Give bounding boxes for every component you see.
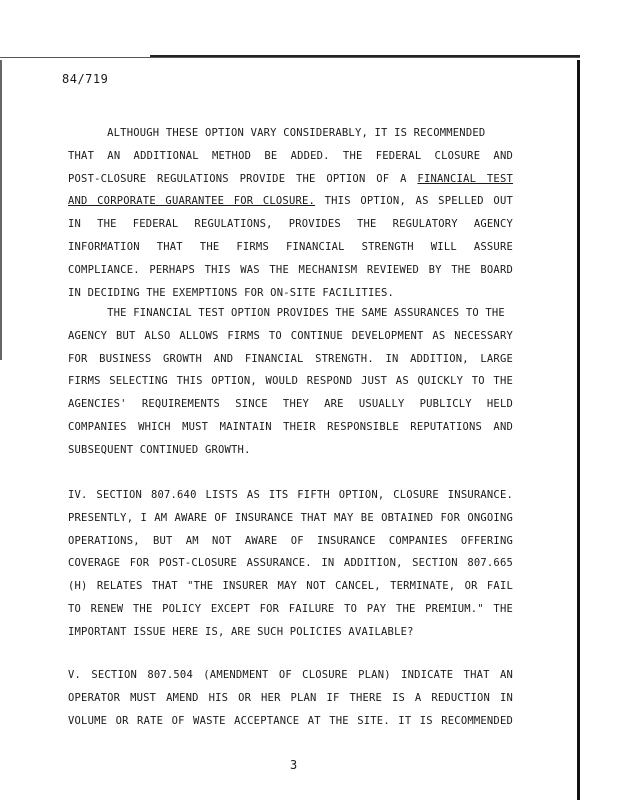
paragraph-line <box>68 190 513 213</box>
paragraph-line: COVERAGE FOR POST-CLOSURE ASSURANCE. IN ADDITION, SECTION 807.665 <box>68 557 513 570</box>
paragraph-line: IN THE FEDERAL REGULATIONS, PROVIDES THE REGULATORY AGENCY <box>68 218 513 231</box>
paragraph-line: ALTHOUGH THESE OPTION VARY CONSIDERABLY, IT IS RECOMMENDED <box>68 127 486 139</box>
paragraph-line: IV. SECTION 807.640 LISTS AS ITS FIFTH OPTION, CLOSURE INSURANCE. <box>68 489 513 501</box>
document-reference: 84/719 <box>62 72 109 86</box>
page-number: 3 <box>290 758 298 772</box>
paragraph-line: AGENCIES' REQUIREMENTS SINCE THEY ARE USUALLY PUBLICLY HELD <box>68 398 513 411</box>
paragraph-line: V. SECTION 807.504 (AMENDMENT OF CLOSURE PLAN) INDICATE THAT AN <box>68 669 513 681</box>
paragraph-line: COMPANIES WHICH MUST MAINTAIN THEIR RESPONSIBLE REPUTATIONS AND <box>68 420 513 433</box>
paragraph-line: INFORMATION THAT THE FIRMS FINANCIAL STRENGTH WILL ASSURE <box>68 240 513 253</box>
paragraph-line: IMPORTANT ISSUE HERE IS, ARE SUCH POLICIES AVAILABLE? <box>68 625 414 638</box>
paragraph-line: FOR BUSINESS GROWTH AND FINANCIAL STRENGTH. IN ADDITION, LARGE <box>68 352 513 365</box>
paragraph-text: POST-CLOSURE REGULATIONS PROVIDE THE OPTION OF A <box>68 172 407 185</box>
paragraph-text: THIS OPTION, AS SPELLED OUT <box>324 195 513 208</box>
paragraph-line: PRESENTLY, I AM AWARE OF INSURANCE THAT MAY BE OBTAINED FOR ONGOING <box>68 511 513 524</box>
paragraph-line: VOLUME OR RATE OF WASTE ACCEPTANCE AT THE SITE. IT IS RECOMMENDED <box>68 714 513 727</box>
paragraph-line: COMPLIANCE. PERHAPS THIS WAS THE MECHANISM REVIEWED BY THE BOARD <box>68 263 513 276</box>
paragraph-section-iv <box>68 484 513 644</box>
paragraph-section-v <box>68 664 513 732</box>
paragraph-line: SUBSEQUENT CONTINUED GROWTH. <box>68 443 251 456</box>
paragraph-line: THAT AN ADDITIONAL METHOD BE ADDED. THE FEDERAL CLOSURE AND <box>68 149 513 162</box>
paragraph-assurances <box>68 302 513 462</box>
paragraph-line: (H) RELATES THAT "THE INSURER MAY NOT CANCEL, TERMINATE, OR FAIL <box>68 580 513 593</box>
paragraph-line: FIRMS SELECTING THIS OPTION, WOULD RESPOND JUST AS QUICKLY TO THE <box>68 375 513 388</box>
paragraph-line: THE FINANCIAL TEST OPTION PROVIDES THE SAME ASSURANCES TO THE <box>68 307 505 319</box>
paragraph-line: AGENCY BUT ALSO ALLOWS FIRMS TO CONTINUE DEVELOPMENT AS NECESSARY <box>68 329 513 342</box>
underlined-term: FINANCIAL TEST <box>417 172 513 185</box>
paragraph-line: TO RENEW THE POLICY EXCEPT FOR FAILURE TO PAY THE PREMIUM." THE <box>68 602 513 615</box>
paragraph-line <box>68 168 513 191</box>
paragraph-line: IN DECIDING THE EXEMPTIONS FOR ON-SITE FACILITIES. <box>68 286 395 299</box>
underlined-term: AND CORPORATE GUARANTEE FOR CLOSURE. <box>68 195 316 208</box>
paragraph-financial-test <box>68 122 513 304</box>
paragraph-line: OPERATIONS, BUT AM NOT AWARE OF INSURANCE COMPANIES OFFERING <box>68 534 513 547</box>
paragraph-line: OPERATOR MUST AMEND HIS OR HER PLAN IF THERE IS A REDUCTION IN <box>68 691 513 704</box>
